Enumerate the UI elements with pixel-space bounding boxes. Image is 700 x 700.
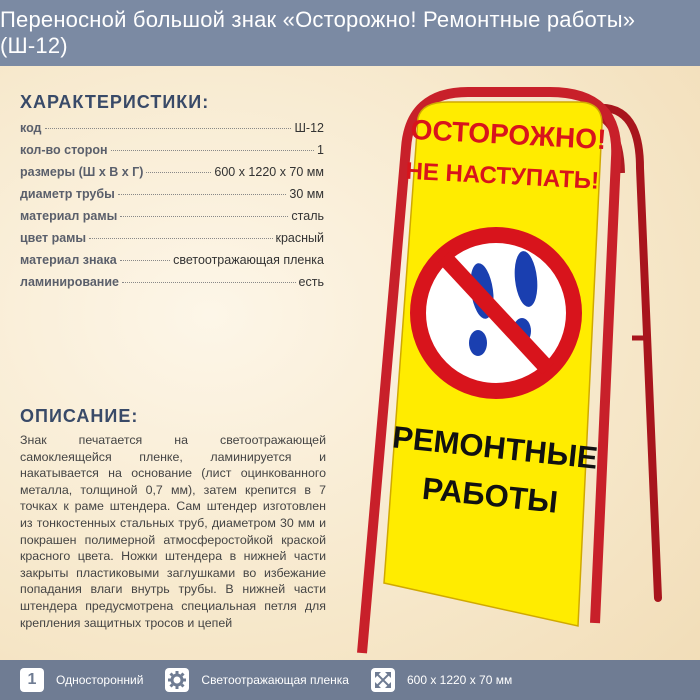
spec-key: материал знака bbox=[20, 253, 117, 267]
spec-value: красный bbox=[275, 231, 324, 245]
spec-value: 30 мм bbox=[289, 187, 324, 201]
spec-leader bbox=[122, 282, 296, 283]
spec-leader bbox=[118, 194, 287, 195]
spec-leader bbox=[146, 172, 211, 173]
spec-row bbox=[20, 275, 324, 297]
spec-row bbox=[20, 165, 324, 187]
spec-leader bbox=[120, 260, 170, 261]
spec-key: диаметр трубы bbox=[20, 187, 115, 201]
spec-value: 1 bbox=[317, 143, 324, 157]
spec-value: Ш-12 bbox=[294, 121, 324, 135]
page-header bbox=[0, 0, 700, 66]
sign-text-line1: ОСТОРОЖНО! bbox=[409, 113, 608, 156]
spec-value: сталь bbox=[291, 209, 324, 223]
footer-item bbox=[371, 668, 512, 692]
spec-key: материал рамы bbox=[20, 209, 118, 223]
footer-label: Односторонний bbox=[56, 673, 144, 687]
spec-key: кол-во сторон bbox=[20, 143, 108, 157]
sign-text-line2: НЕ НАСТУПАТЬ! bbox=[404, 157, 600, 195]
spec-row bbox=[20, 187, 324, 209]
characteristics-title: ХАРАКТЕРИСТИКИ: bbox=[20, 92, 210, 112]
spec-leader bbox=[45, 128, 292, 129]
spec-value: 600 х 1220 х 70 мм bbox=[214, 165, 324, 179]
footer-label: Светоотражающая пленка bbox=[201, 673, 349, 687]
spec-value: светоотражающая пленка bbox=[173, 253, 324, 267]
spec-key: код bbox=[20, 121, 42, 135]
page-title: Переносной большой знак «Осторожно! Ремонтные работы» (Ш-12) bbox=[0, 7, 636, 58]
spec-key: размеры (Ш х В х Г) bbox=[20, 165, 144, 179]
spec-value: есть bbox=[298, 275, 324, 289]
footer-bar bbox=[0, 660, 700, 700]
spec-leader bbox=[89, 238, 272, 239]
specs-list bbox=[20, 121, 324, 297]
dimensions-icon bbox=[371, 668, 395, 692]
sign-text-line3: РЕМОНТНЫЕ bbox=[390, 419, 600, 476]
footer-item bbox=[165, 668, 349, 692]
spec-row bbox=[20, 209, 324, 231]
spec-leader bbox=[120, 216, 288, 217]
spec-row bbox=[20, 231, 324, 253]
gear-icon bbox=[165, 668, 189, 692]
footer-item bbox=[20, 668, 143, 692]
spec-key: ламинирование bbox=[20, 275, 119, 289]
spec-key: цвет рамы bbox=[20, 231, 87, 245]
sign-illustration bbox=[340, 78, 700, 658]
number-one-icon: 1 bbox=[20, 668, 44, 692]
spec-leader bbox=[111, 150, 315, 151]
description-text: Знак печатается на светоотражающей самоклеящейся пленке, ламинируется и накатывается на основание (лист оцинкованного металла, толщиной 0,7 мм), затем крепится в 7 точках к раме штендера. Сам штендер изготовлен из тонкостенных стальных труб, диаметром 30 мм и покрашен полимерной атмосферостойкой краской красного цвета. Ножки штендера в нижней части закрыты пластиковыми заглушками во избежание попадания влаги внутрь трубы. В нижней части штендера предусмотрена специальная петля для крепления защитных тросов и цепей bbox=[20, 433, 326, 630]
footer-label: 600 х 1220 х 70 мм bbox=[406, 673, 513, 687]
spec-row bbox=[20, 253, 324, 275]
spec-row bbox=[20, 121, 324, 143]
spec-row bbox=[20, 143, 324, 165]
description-title: ОПИСАНИЕ: bbox=[20, 406, 139, 426]
sign-text-line4: РАБОТЫ bbox=[420, 470, 560, 520]
